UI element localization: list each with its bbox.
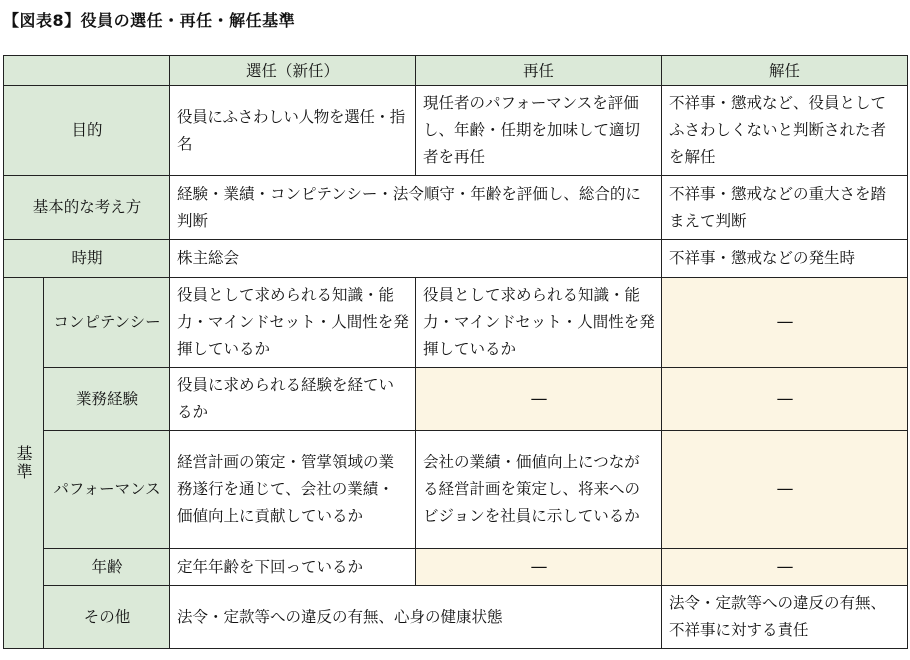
- gyomu-senin: 役員に求められる経験を経ているか: [170, 368, 416, 431]
- kangaekata-kainin: 不祥事・懲戒などの重大さを踏まえて判断: [662, 176, 908, 240]
- competency-senin: 役員として求められる知識・能力・マインドセット・人間性を発揮しているか: [170, 278, 416, 368]
- row-label-jiki: 時期: [4, 240, 170, 278]
- mokuteki-sainin: 現任者のパフォーマンスを評価し、年齢・任期を加味して適切者を再任: [416, 86, 662, 176]
- gyomu-kainin: —: [662, 368, 908, 431]
- criteria-table: [3, 55, 908, 649]
- row-label-performance: パフォーマンス: [44, 431, 170, 549]
- mokuteki-senin: 役員にふさわしい人物を選任・指名: [170, 86, 416, 176]
- header-senin: 選任（新任）: [170, 56, 416, 86]
- mokuteki-kainin: 不祥事・懲戒など、役員としてふさわしくないと判断された者を解任: [662, 86, 908, 176]
- kangaekata-senin-sainin: 経験・業績・コンピテンシー・法令順守・年齢を評価し、総合的に判断: [170, 176, 662, 240]
- jiki-kainin: 不祥事・懲戒などの発生時: [662, 240, 908, 278]
- row-competency: [4, 278, 908, 368]
- nenrei-senin: 定年年齢を下回っているか: [170, 549, 416, 586]
- sonota-kainin: 法令・定款等への違反の有無、不祥事に対する責任: [662, 586, 908, 649]
- row-nenrei: [4, 549, 908, 586]
- nenrei-sainin: —: [416, 549, 662, 586]
- figure-title: 【図表8】役員の選任・再任・解任基準: [3, 11, 296, 30]
- row-jiki: [4, 240, 908, 278]
- kijun-group-label: 基準: [4, 278, 44, 649]
- row-label-gyomu: 業務経験: [44, 368, 170, 431]
- header-sainin: 再任: [416, 56, 662, 86]
- row-label-nenrei: 年齢: [44, 549, 170, 586]
- row-kangaekata: [4, 176, 908, 240]
- header-row: [4, 56, 908, 86]
- row-mokuteki: [4, 86, 908, 176]
- header-kainin: 解任: [662, 56, 908, 86]
- competency-sainin: 役員として求められる知識・能力・マインドセット・人間性を発揮しているか: [416, 278, 662, 368]
- gyomu-sainin: —: [416, 368, 662, 431]
- performance-kainin: —: [662, 431, 908, 549]
- nenrei-kainin: —: [662, 549, 908, 586]
- row-sonota: [4, 586, 908, 649]
- header-blank-cell: [4, 56, 170, 86]
- competency-kainin: —: [662, 278, 908, 368]
- performance-senin: 経営計画の策定・管掌領域の業務遂行を通じて、会社の業績・価値向上に貢献しているか: [170, 431, 416, 549]
- row-label-mokuteki: 目的: [4, 86, 170, 176]
- jiki-senin-sainin: 株主総会: [170, 240, 662, 278]
- row-label-competency: コンピテンシー: [44, 278, 170, 368]
- row-gyomu: [4, 368, 908, 431]
- row-label-kangaekata: 基本的な考え方: [4, 176, 170, 240]
- row-label-sonota: その他: [44, 586, 170, 649]
- performance-sainin: 会社の業績・価値向上につながる経営計画を策定し、将来へのビジョンを社員に示しているか: [416, 431, 662, 549]
- sonota-senin-sainin: 法令・定款等への違反の有無、心身の健康状態: [170, 586, 662, 649]
- row-performance: [4, 431, 908, 549]
